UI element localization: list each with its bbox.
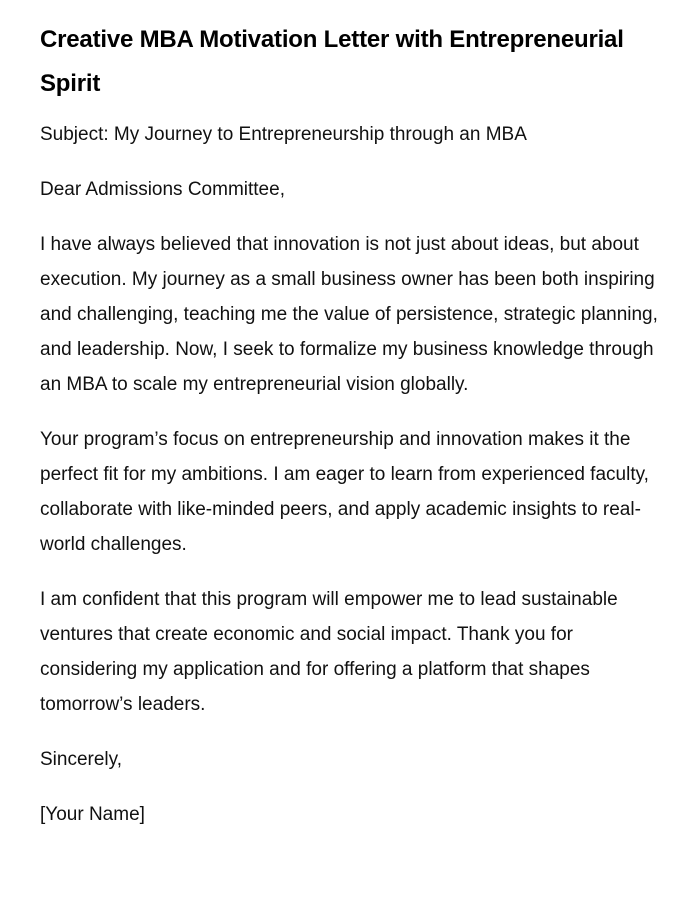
letter-signature: [Your Name] [40, 804, 145, 825]
body-paragraph-1: I have always believed that innovation is not just about ideas, but about execution. My journey as a small business owner has been both inspiring and challenging, teaching me the value of persistence, strategic planning, and leadership. Now, I seek to formalize my business knowledge through an MBA to scale my entrepreneurial vision globally. [40, 234, 658, 395]
letter-closing: Sincerely, [40, 749, 123, 770]
letter-salutation: Dear Admissions Committee, [40, 179, 285, 200]
letter-title: Creative MBA Motivation Letter with Entrepreneurial Spirit [40, 26, 624, 97]
body-paragraph-3: I am confident that this program will empower me to lead sustainable ventures that create economic and social impact. Thank you for considering my application and for offering a platform that shapes tomorrow’s leaders. [40, 589, 618, 715]
letter-subject: Subject: My Journey to Entrepreneurship through an MBA [40, 124, 527, 145]
body-paragraph-2: Your program’s focus on entrepreneurship and innovation makes it the perfect fit for my ambitions. I am eager to learn from experienced faculty, collaborate with like-minded peers, and apply academic insights to real-world challenges. [40, 429, 649, 555]
